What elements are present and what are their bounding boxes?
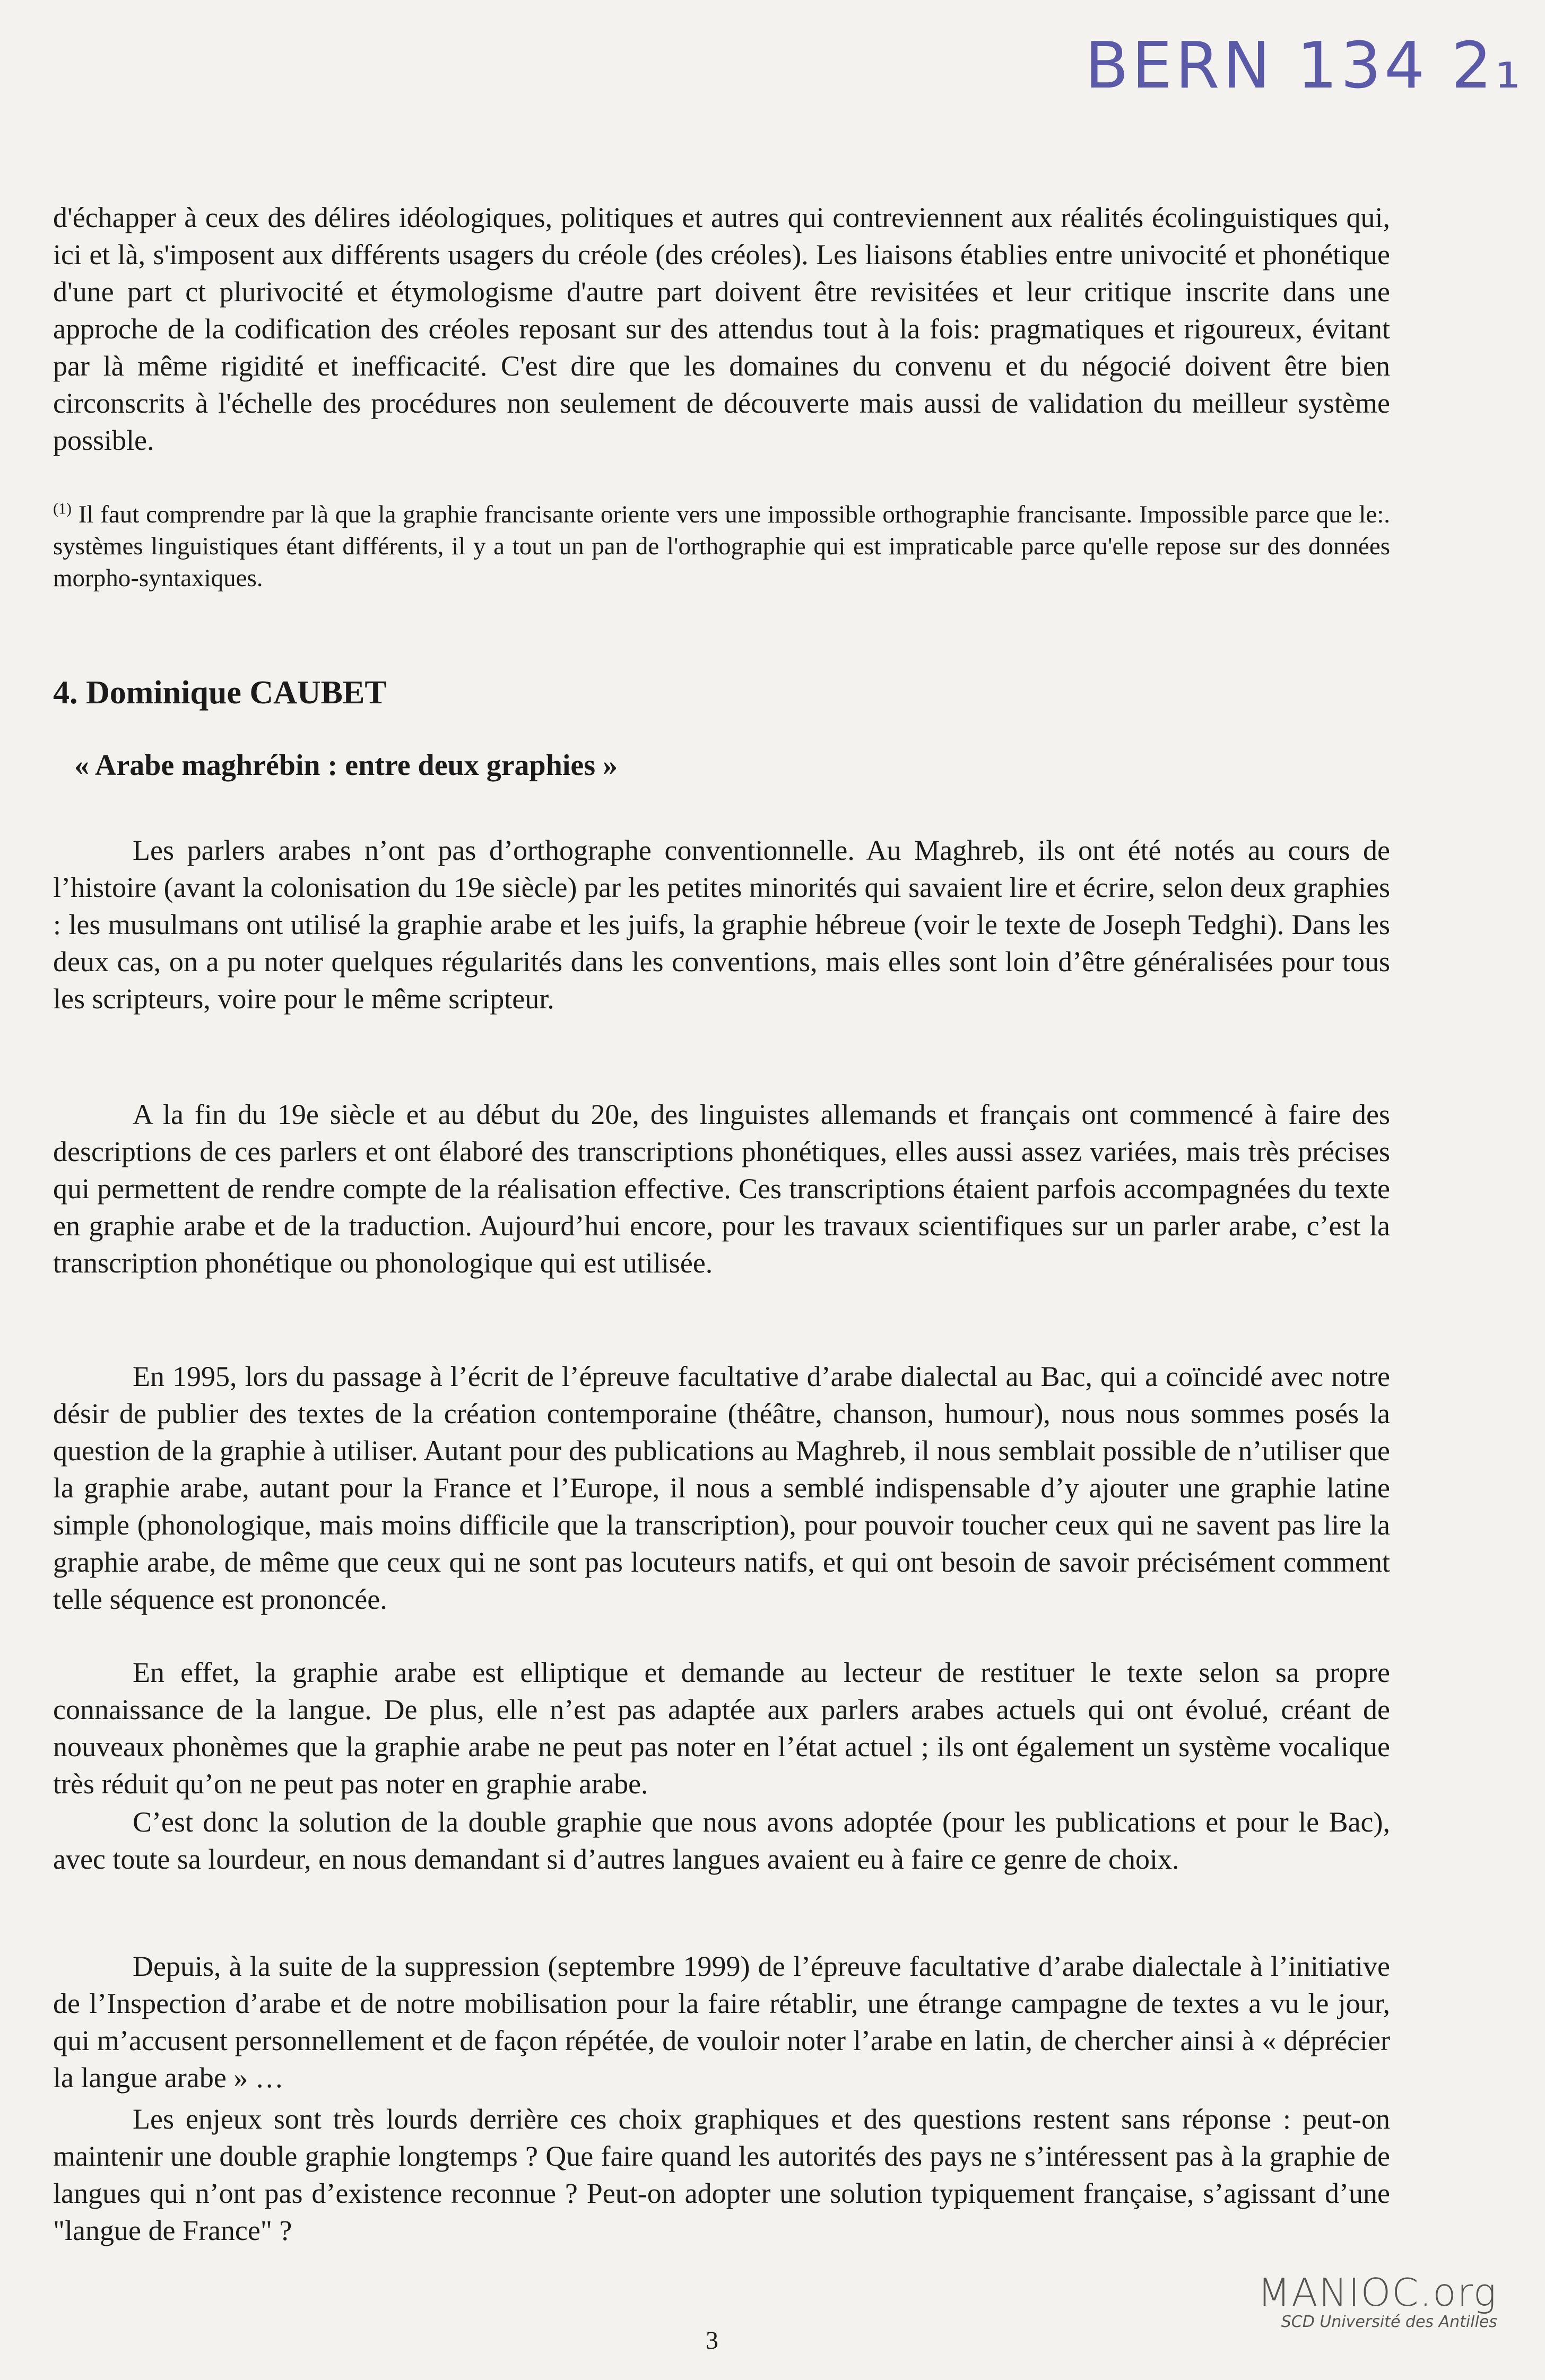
footnote-marker: (1)	[53, 500, 72, 518]
page-number: 3	[706, 2326, 718, 2355]
paragraph-5: C’est donc la solution de la double graphie que nous avons adoptée (pour les publications et pour le Bac), avec toute sa lourdeur, en nous demandant si d’autres langues avaient eu à faire ce genre de choix.	[53, 1806, 1390, 1875]
paragraph-3: En 1995, lors du passage à l’écrit de l’épreuve facultative d’arabe dialectal au Bac, qui a coïncidé avec notre désir de publier des textes de la création contemporaine (théâtre, chanson, humour), nous nous sommes posés la question de la graphie à utiliser. Autant pour des publications au Maghreb, il nous semblait possible de n’utiliser que la graphie arabe, autant pour la France et l’Europe, il nous a semblé indispensable d’y ajouter une graphie latine simple (phonologique, mais moins difficile que la transcription), pour pouvoir toucher ceux qui ne savent pas lire la graphie arabe, de même que ceux qui ne sont pas locuteurs natifs, et qui ont besoin de savoir précisément comment telle séquence est prononcée.	[53, 1361, 1390, 1615]
paragraph-2: A la fin du 19e siècle et au début du 20e, des linguistes allemands et français ont commencé à faire des descriptions de ces parlers et ont élaboré des transcriptions phonétiques, elles aussi assez variées, mais très précises qui permettent de rendre compte de la réalisation effective. Ces transcriptions étaient parfois accompagnées du texte en graphie arabe et de la traduction. Aujourd’hui encore, pour les travaux scientifiques sur un parler arabe, c’est la transcription phonétique ou phonologique qui est utilisée.	[53, 1099, 1390, 1279]
manioc-logo	[1257, 2270, 1497, 2331]
paragraph-7: Les enjeux sont très lourds derrière ces choix graphiques et des questions restent sans réponse : peut-on maintenir une double graphie longtemps ? Que faire quand les autorités des pays ne s’intéressent pas à la graphie de langues qui n’ont pas d’existence reconnue ? Peut-on adopter une solution typiquement française, s’agissant d’une "langue de France" ?	[53, 2103, 1390, 2246]
paragraph-intro: d'échapper à ceux des délires idéologiques, politiques et autres qui contreviennent aux réalités écolinguistiques qui, ici et là, s'imposent aux différents usagers du créole (des créoles). Les liaisons établies entre univocité et phonétique d'une part ct plurivocité et étymologisme d'autre part doivent être revisitées et leur critique inscrite dans une approche de la codification des créoles reposant sur des attendus tout à la fois: pragmatiques et rigoureux, évitant par là même rigidité et inefficacité. C'est dire que les domaines du convenu et du négocié doivent être bien circonscrits à l'échelle des procédures non seulement de découverte mais aussi de validation du meilleur système possible.	[53, 202, 1390, 456]
section-title: 4. Dominique CAUBET	[53, 675, 387, 711]
paragraph-4: En effet, la graphie arabe est elliptique et demande au lecteur de restituer le texte selon sa propre connaissance de la langue. De plus, elle n’est pas adaptée aux parlers arabes actuels qui ont évolué, créant de nouveaux phonèmes que la graphie arabe ne peut pas noter en l’état actuel ; ils ont également un système vocalique très réduit qu’on ne peut pas noter en graphie arabe.	[53, 1657, 1390, 1800]
handwritten-annotation: BERN 134 2₁	[1084, 29, 1524, 103]
logo-name: MANIOC.org	[1257, 2270, 1497, 2315]
paragraph-1: Les parlers arabes n’ont pas d’orthographe conventionnelle. Au Maghreb, ils ont été notés au cours de l’histoire (avant la colonisation du 19e siècle) par les petites minorités qui savaient lire et écrire, selon deux graphies : les musulmans ont utilisé la graphie arabe et les juifs, la graphie hébreue (voir le texte de Joseph Tedghi). Dans les deux cas, on a pu noter quelques régularités dans les conventions, mais elles sont loin d’être généralisées pour tous les scripteurs, voire pour le même scripteur.	[53, 834, 1390, 1015]
paragraph-6: Depuis, à la suite de la suppression (septembre 1999) de l’épreuve facultative d’arabe dialectale à l’initiative de l’Inspection d’arabe et de notre mobilisation pour la faire rétablir, une étrange campagne de textes a vu le jour, qui m’accusent personnellement et de façon répétée, de vouloir noter l’arabe en latin, de chercher ainsi à « déprécier la langue arabe » …	[53, 1950, 1390, 2094]
footnote	[53, 499, 1390, 594]
logo-subtitle: SCD Université des Antilles	[1281, 2313, 1497, 2331]
footnote-text: Il faut comprendre par là que la graphie francisante oriente vers une impossible orthographie francisante. Impossible parce que le:. systèmes linguistiques étant différents, il y a tout un pan de l'orthographie qui est impraticable parce qu'elle repose sur des données morpho-syntaxiques.	[53, 501, 1390, 592]
section-subtitle: « Arabe maghrébin : entre deux graphies »	[74, 749, 618, 782]
